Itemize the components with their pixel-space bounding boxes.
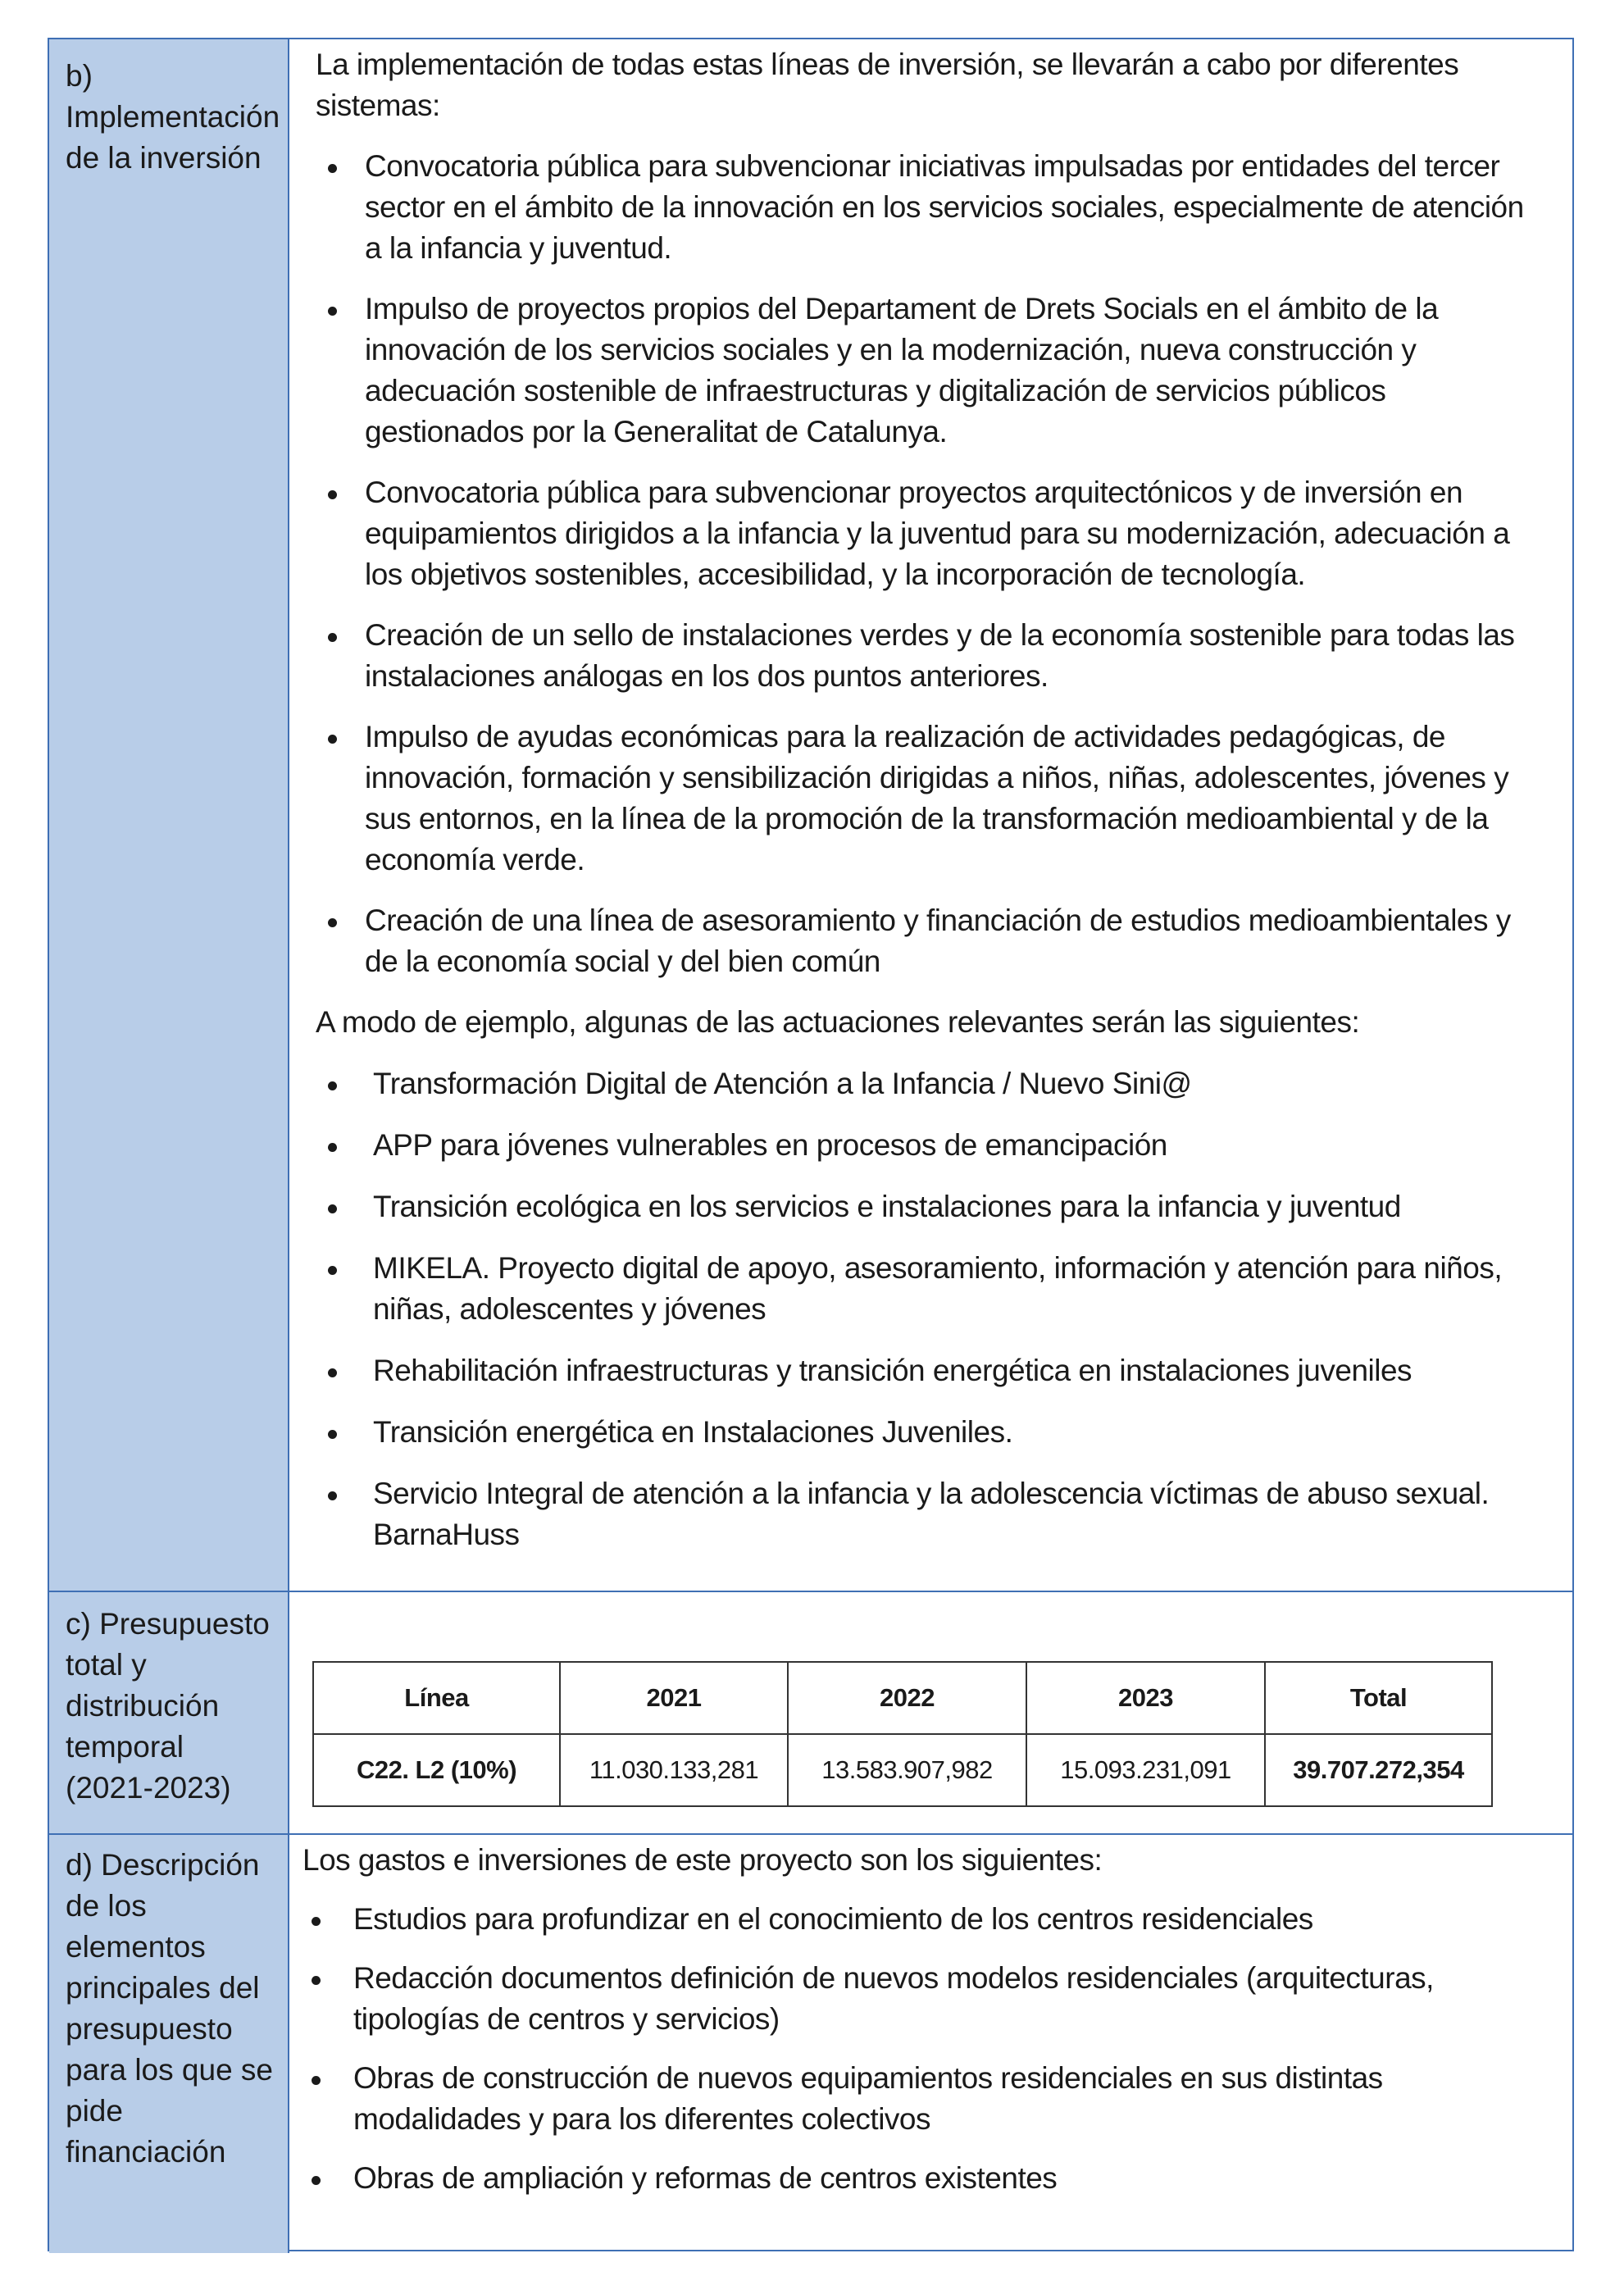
list-item (353, 2158, 1556, 2199)
list-item-text: Rehabilitación infraestructuras y transición energética en instalaciones juveniles (373, 1354, 1412, 1387)
bullet-icon (328, 1204, 337, 1213)
column-header: Total (1265, 1662, 1492, 1734)
bullet-icon (328, 735, 337, 744)
table-row (313, 1734, 1492, 1806)
list-item-text: Transición energética en Instalaciones Juveniles. (373, 1415, 1013, 1449)
content-budget-elements (289, 1835, 1572, 2253)
list-item-text: Creación de un sello de instalaciones verdes y de la economía sostenible para todas las instalaciones análogas en los dos puntos anteriores. (365, 618, 1515, 693)
bullet-icon (312, 1917, 321, 1926)
list-item-text: Servicio Integral de atención a la infancia y la adolescencia víctimas de abuso sexual. BarnaHuss (373, 1477, 1490, 1551)
list-item-text: Redacción documentos definición de nuevos modelos residenciales (arquitecturas, tipologías de centros y servicios) (353, 1961, 1434, 2036)
list-item (365, 1186, 1540, 1227)
table-cell: 39.707.272,354 (1265, 1734, 1492, 1806)
label-budget-elements: d) Descripción de los elementos principales del presupuesto para los que se pide financiación (49, 1835, 289, 2253)
table-header-row (313, 1662, 1492, 1734)
bullet-icon (328, 490, 337, 499)
budget-elements-list (353, 1899, 1556, 2199)
list-item-text: Impulso de proyectos propios del Departament de Drets Socials en el ámbito de la innovación de los servicios sociales y en la modernización, nueva construcción y adecuación sostenible de infraestructuras y digitalización de servicios públicos gestionados por la Generalitat de Catalunya. (365, 292, 1439, 448)
list-item (365, 289, 1540, 453)
list-item (365, 615, 1540, 697)
budget-elements-intro: Los gastos e inversiones de este proyecto son los siguientes: (303, 1843, 1103, 1877)
bullet-icon (328, 307, 337, 316)
table-cell: 11.030.133,281 (560, 1734, 788, 1806)
content-implementation (289, 39, 1572, 1591)
list-item-text: APP para jóvenes vulnerables en procesos de emancipación (373, 1128, 1167, 1162)
bullet-icon (328, 164, 337, 173)
column-header: Línea (313, 1662, 560, 1734)
list-item (365, 1063, 1540, 1104)
list-item (365, 1125, 1540, 1166)
list-item-text: Impulso de ayudas económicas para la realización de actividades pedagógicas, de innovación, formación y sensibilización dirigidas a niños, niñas, adolescentes, jóvenes y sus entornos, en la línea de la promoción de la transformación medioambiental y de la economía verde. (365, 720, 1509, 876)
bullet-icon (312, 2176, 321, 2185)
table-cell: C22. L2 (10%) (313, 1734, 560, 1806)
list-item-text: Obras de ampliación y reformas de centros existentes (353, 2161, 1058, 2195)
investment-table (48, 38, 1574, 2251)
list-item (365, 1350, 1540, 1391)
row-budget-elements (49, 1833, 1572, 2253)
row-implementation (49, 39, 1572, 1591)
table-cell: 13.583.907,982 (788, 1734, 1026, 1806)
list-item-text: Transición ecológica en los servicios e instalaciones para la infancia y juventud (373, 1190, 1401, 1223)
list-item (365, 146, 1540, 269)
bullet-icon (328, 918, 337, 927)
bullet-icon (328, 633, 337, 642)
list-item (365, 1412, 1540, 1453)
bullet-icon (328, 1081, 337, 1090)
list-item (353, 2058, 1556, 2140)
list-item-text: Transformación Digital de Atención a la Infancia / Nuevo Sini@ (373, 1067, 1192, 1100)
bullet-icon (328, 1266, 337, 1275)
list-item (353, 1899, 1556, 1940)
bullet-icon (328, 1491, 337, 1500)
bullet-icon (312, 1976, 321, 1985)
list-item-text: MIKELA. Proyecto digital de apoyo, asesoramiento, información y atención para niños, niñas, adolescentes y jóvenes (373, 1251, 1503, 1326)
bullet-icon (328, 1368, 337, 1377)
list-item (365, 1473, 1540, 1555)
list-item-text: Creación de una línea de asesoramiento y financiación de estudios medioambientales y de la economía social y del bien común (365, 904, 1511, 978)
column-header: 2023 (1026, 1662, 1265, 1734)
list-item (353, 1958, 1556, 2040)
bullet-icon (328, 1430, 337, 1439)
list-item (365, 1248, 1540, 1330)
list-item-text: Obras de construcción de nuevos equipamientos residenciales en sus distintas modalidades y para los diferentes colectivos (353, 2061, 1383, 2136)
implementation-intro: La implementación de todas estas líneas de inversión, se llevarán a cabo por diferentes sistemas: (316, 48, 1459, 122)
list-item (365, 472, 1540, 595)
label-implementation: b) Implementación de la inversión (49, 39, 289, 1591)
list-item-text: Convocatoria pública para subvencionar proyectos arquitectónicos y de inversión en equipamientos dirigidos a la infancia y la juventud para su modernización, adecuación a los objetivos sostenibles, accesibilidad, y la incorporación de tecnología. (365, 476, 1510, 591)
bullet-icon (312, 2076, 321, 2085)
table-cell: 15.093.231,091 (1026, 1734, 1265, 1806)
bullet-icon (328, 1143, 337, 1152)
list-item (365, 717, 1540, 881)
content-budget (289, 1592, 1572, 1833)
row-budget (49, 1591, 1572, 1833)
examples-list (365, 1063, 1540, 1555)
examples-intro: A modo de ejemplo, algunas de las actuaciones relevantes serán las siguientes: (316, 1005, 1360, 1039)
list-item-text: Estudios para profundizar en el conocimiento de los centros residenciales (353, 1902, 1313, 1936)
label-budget: c) Presupuesto total y distribución temporal (2021-2023) (49, 1592, 289, 1833)
list-item-text: Convocatoria pública para subvencionar iniciativas impulsadas por entidades del tercer sector en el ámbito de la innovación en los servicios sociales, especialmente de atención a la infancia y juventud. (365, 149, 1524, 265)
column-header: 2022 (788, 1662, 1026, 1734)
column-header: 2021 (560, 1662, 788, 1734)
list-item (365, 900, 1540, 982)
systems-list (365, 146, 1540, 982)
budget-table (312, 1661, 1493, 1807)
